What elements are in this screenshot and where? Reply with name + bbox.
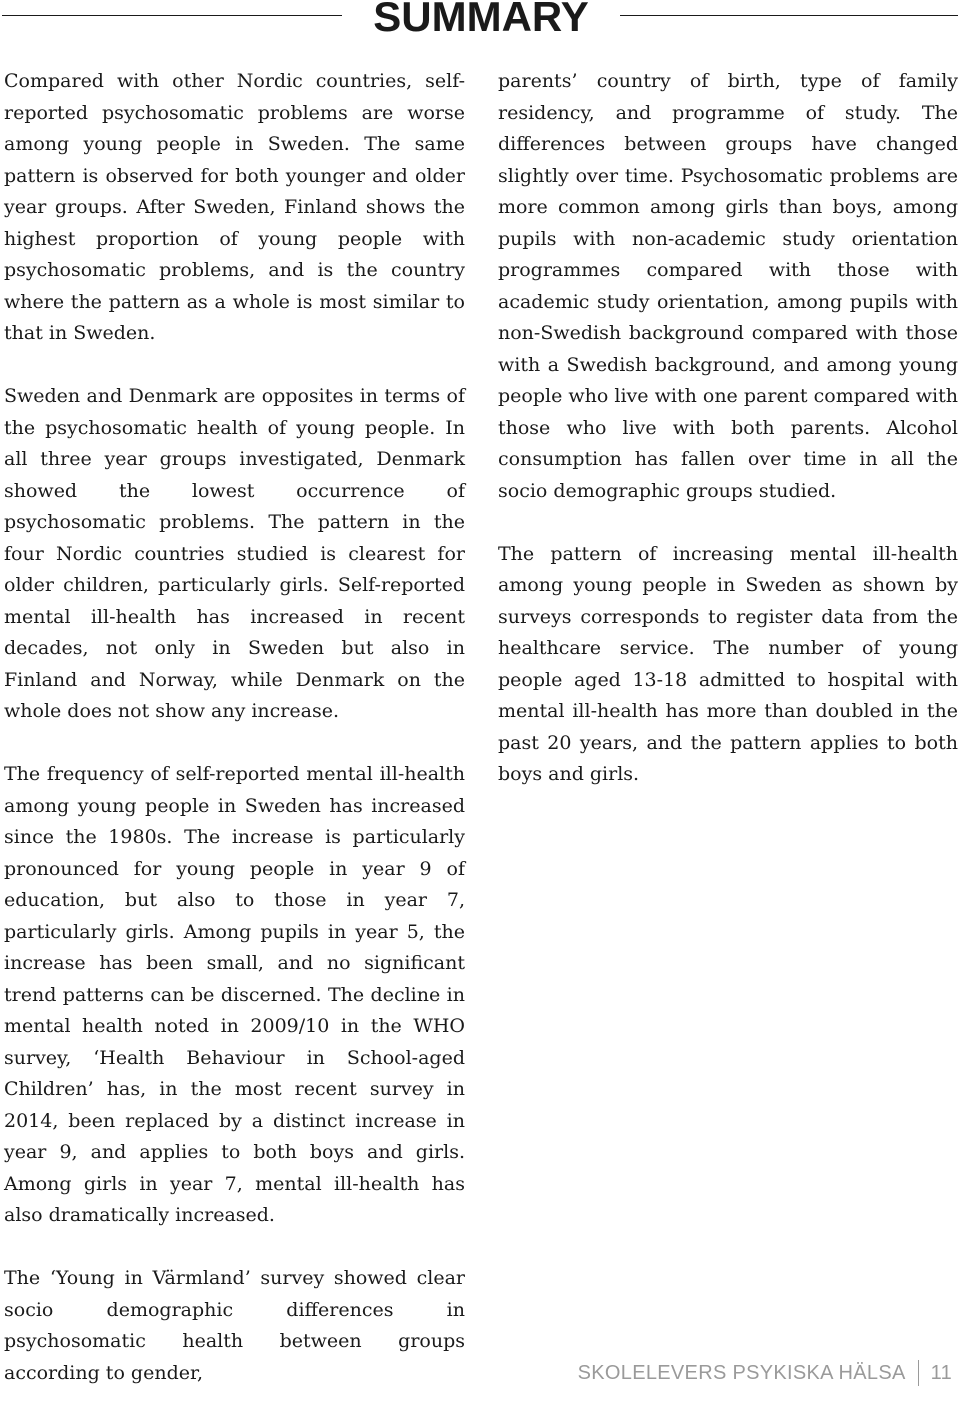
running-title: SKOLELEVERS PSYKISKA HÄLSA [577, 1361, 906, 1384]
page-footer [578, 1360, 952, 1386]
left-column [4, 66, 465, 1421]
header-rule-right [620, 15, 958, 16]
paragraph-sweden-denmark: Sweden and Denmark are opposites in terms of the psychosomatic health of young people. In all three year groups investigated, Denmark showed the lowest occurrence of psychosomatic problems. The pattern in the four Nordic countries studied is clearest for older children, particularly girls. Self-reported mental ill-health has increased in recent decades, not only in Sweden but also in Finland and Norway, while Denmark on the whole does not show any increase. [4, 385, 465, 722]
paragraph-nordic-comparison: Compared with other Nordic countries, self-reported psychosomatic problems are worse among young people in Sweden. The same pattern is observed for both younger and older year groups. After Sweden, Finland shows the highest proportion of young people with psychosomatic problems, and is the country where the pattern as a whole is most similar to that in Sweden. [4, 70, 465, 344]
page-header [0, 0, 960, 40]
footer-divider [918, 1360, 919, 1386]
paragraph-young-in-varmland: The ‘Young in Värmland’ survey showed clear socio demographic differences in psychosomatic health between groups according to gender, [4, 1267, 465, 1384]
page-number: 11 [930, 1361, 952, 1384]
header-rule-left [2, 15, 342, 16]
right-column [498, 66, 958, 822]
paragraph-trend-since-1980s: The frequency of self-reported mental ill-health among young people in Sweden has increased since the 1980s. The increase is particularly pronounced for young people in year 9 of education, but also to those in year 7, particularly girls. Among pupils in year 5, the increase has been small, and no significant trend patterns can be discerned. The decline in mental health noted in 2009/10 in the WHO survey, ‘Health Behaviour in School-aged Children’ has, in the most recent survey in 2014, been replaced by a distinct increase in year 9, and applies to both boys and girls. Among girls in year 7, mental ill-health has also dramatically increased. [4, 763, 465, 1226]
page-title: SUMMARY [373, 0, 589, 40]
paragraph-group-differences: parents’ country of birth, type of family residency, and programme of study. The differences between groups have changed slightly over time. Psychosomatic problems are more common among girls than boys, among pupils with non-academic study orientation programmes compared with those with academic study orientation, among pupils with non-Swedish background compared with those with a Swedish background, and among young people who live with one parent compared with those who live with both parents. Alcohol consumption has fallen over time in all the socio demographic groups studied. [498, 70, 958, 502]
paragraph-register-data: The pattern of increasing mental ill-health among young people in Sweden as shown by surveys corresponds to register data from the healthcare service. The number of young people aged 13-18 admitted to hospital with mental ill-health has more than doubled in the past 20 years, and the pattern applies to both boys and girls. [498, 542, 958, 785]
